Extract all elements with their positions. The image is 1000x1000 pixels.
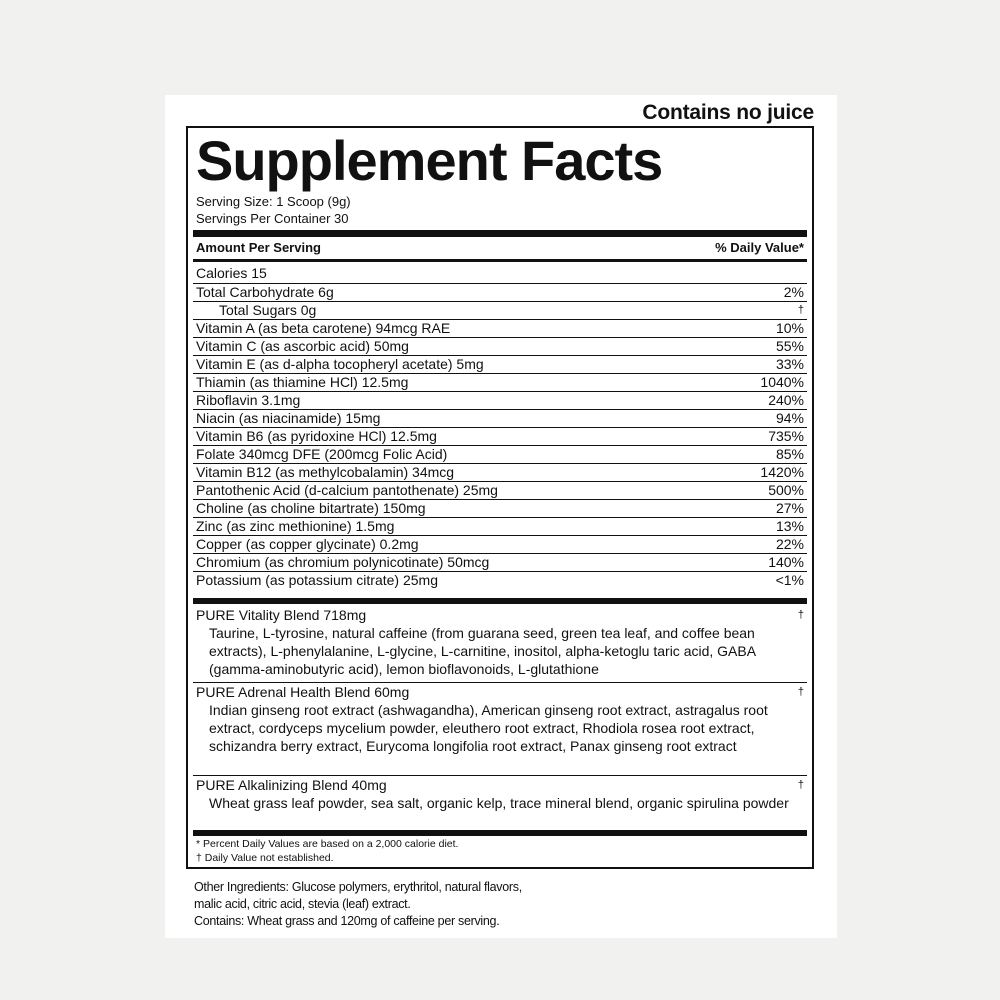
nutrient-daily-value: 13% <box>775 518 804 534</box>
nutrient-row <box>193 427 807 445</box>
nutrient-row <box>193 319 807 337</box>
nutrient-name: Calories 15 <box>196 265 267 281</box>
nutrient-daily-value: 94% <box>775 410 804 426</box>
thick-divider <box>193 598 807 604</box>
nutrient-name: Choline (as choline bitartrate) 150mg <box>196 500 426 516</box>
blend-name: PURE Vitality Blend 718mg <box>196 607 367 623</box>
thick-divider <box>193 230 807 237</box>
contains-statement: Contains: Wheat grass and 120mg of caffeine per serving. <box>194 914 500 928</box>
nutrient-row <box>193 373 807 391</box>
nutrient-name: Zinc (as zinc methionine) 1.5mg <box>196 518 395 534</box>
blend-ingredients: Wheat grass leaf powder, sea salt, organic kelp, trace mineral blend, organic spirulina powder <box>209 795 789 811</box>
nutrient-row <box>193 283 807 301</box>
nutrient-row <box>193 481 807 499</box>
blend-name: PURE Adrenal Health Blend 60mg <box>196 684 410 700</box>
nutrient-daily-value: 27% <box>775 500 804 516</box>
amount-per-serving-header: Amount Per Serving <box>196 240 321 255</box>
nutrient-row <box>193 535 807 553</box>
daily-value-header: % Daily Value* <box>715 240 804 255</box>
nutrient-name: Total Sugars 0g <box>219 302 317 318</box>
other-ingredients-line: malic acid, citric acid, stevia (leaf) extract. <box>194 897 411 911</box>
medium-divider <box>193 259 807 262</box>
nutrient-name: Chromium (as chromium polynicotinate) 50mcg <box>196 554 490 570</box>
nutrient-row <box>193 337 807 355</box>
footnote-daily-values: * Percent Daily Values are based on a 2,000 calorie diet. <box>196 838 459 850</box>
nutrient-daily-value: 1420% <box>760 464 804 480</box>
blend-daily-value: † <box>797 779 804 791</box>
nutrient-daily-value: 85% <box>775 446 804 462</box>
nutrient-row <box>193 571 807 589</box>
nutrient-name: Niacin (as niacinamide) 15mg <box>196 410 381 426</box>
nutrient-daily-value: 2% <box>783 284 804 300</box>
nutrient-name: Total Carbohydrate 6g <box>196 284 334 300</box>
nutrient-daily-value: 33% <box>775 356 804 372</box>
nutrient-name: Potassium (as potassium citrate) 25mg <box>196 572 438 588</box>
nutrient-daily-value: <1% <box>775 572 804 588</box>
blend-alkalinizing <box>193 775 807 827</box>
servings-per-container: Servings Per Container 30 <box>196 211 349 226</box>
supplement-facts-panel <box>186 126 814 869</box>
header-note: Contains no juice <box>642 101 814 124</box>
nutrient-daily-value: 1040% <box>760 374 804 390</box>
thick-divider <box>193 830 807 836</box>
nutrient-name: Pantothenic Acid (d-calcium pantothenate) 25mg <box>196 482 498 498</box>
nutrient-daily-value: 735% <box>768 428 804 444</box>
other-ingredients-line: Other Ingredients: Glucose polymers, erythritol, natural flavors, <box>194 880 522 894</box>
nutrient-name: Vitamin A (as beta carotene) 94mcg RAE <box>196 320 451 336</box>
nutrient-row <box>193 391 807 409</box>
nutrient-name: Vitamin C (as ascorbic acid) 50mg <box>196 338 409 354</box>
other-ingredients <box>194 879 614 930</box>
blend-ingredients: Taurine, L-tyrosine, natural caffeine (from guarana seed, green tea leaf, and coffee bean extracts), L-phenylalanine, L-glycine, L-carnitine, inositol, alpha-ketoglu taric acid, GABA (gamma-aminobutyric acid), lemon bioflavonoids, L-glutathione <box>209 625 756 677</box>
nutrient-daily-value: 240% <box>768 392 804 408</box>
blend-daily-value: † <box>797 609 804 621</box>
nutrient-name: Thiamin (as thiamine HCl) 12.5mg <box>196 374 409 390</box>
nutrient-daily-value: 22% <box>775 536 804 552</box>
nutrient-daily-value: 140% <box>768 554 804 570</box>
blend-name: PURE Alkalinizing Blend 40mg <box>196 777 387 793</box>
nutrient-row <box>193 517 807 535</box>
nutrient-row <box>193 445 807 463</box>
serving-size: Serving Size: 1 Scoop (9g) <box>196 194 351 209</box>
nutrient-name: Vitamin E (as d-alpha tocopheryl acetate) 5mg <box>196 356 484 372</box>
footnote-not-established: † Daily Value not established. <box>196 852 334 864</box>
nutrient-row <box>193 265 807 283</box>
nutrient-row <box>193 463 807 481</box>
panel-title: Supplement Facts <box>196 129 663 192</box>
blend-daily-value: † <box>797 686 804 698</box>
nutrient-row <box>193 499 807 517</box>
nutrient-daily-value: † <box>797 304 804 316</box>
nutrient-name: Folate 340mcg DFE (200mcg Folic Acid) <box>196 446 448 462</box>
nutrient-daily-value: 500% <box>768 482 804 498</box>
nutrient-row <box>193 355 807 373</box>
nutrient-name: Riboflavin 3.1mg <box>196 392 301 408</box>
nutrient-name: Copper (as copper glycinate) 0.2mg <box>196 536 419 552</box>
blend-ingredients: Indian ginseng root extract (ashwagandha), American ginseng root extract, astragalus root extract, cordyceps mycelium powder, eleuthero root extract, Rhodiola rosea root extract, schizandra berry extract, Eurycoma longifolia root extract, Panax ginseng root extract <box>209 702 768 754</box>
nutrient-daily-value: 10% <box>775 320 804 336</box>
nutrient-name: Vitamin B12 (as methylcobalamin) 34mcg <box>196 464 455 480</box>
nutrient-row <box>193 553 807 571</box>
nutrient-row <box>193 301 807 319</box>
nutrient-daily-value: 55% <box>775 338 804 354</box>
blend-vitality <box>193 606 807 682</box>
blend-adrenal-health <box>193 682 807 775</box>
nutrient-row <box>193 409 807 427</box>
nutrient-name: Vitamin B6 (as pyridoxine HCl) 12.5mg <box>196 428 437 444</box>
